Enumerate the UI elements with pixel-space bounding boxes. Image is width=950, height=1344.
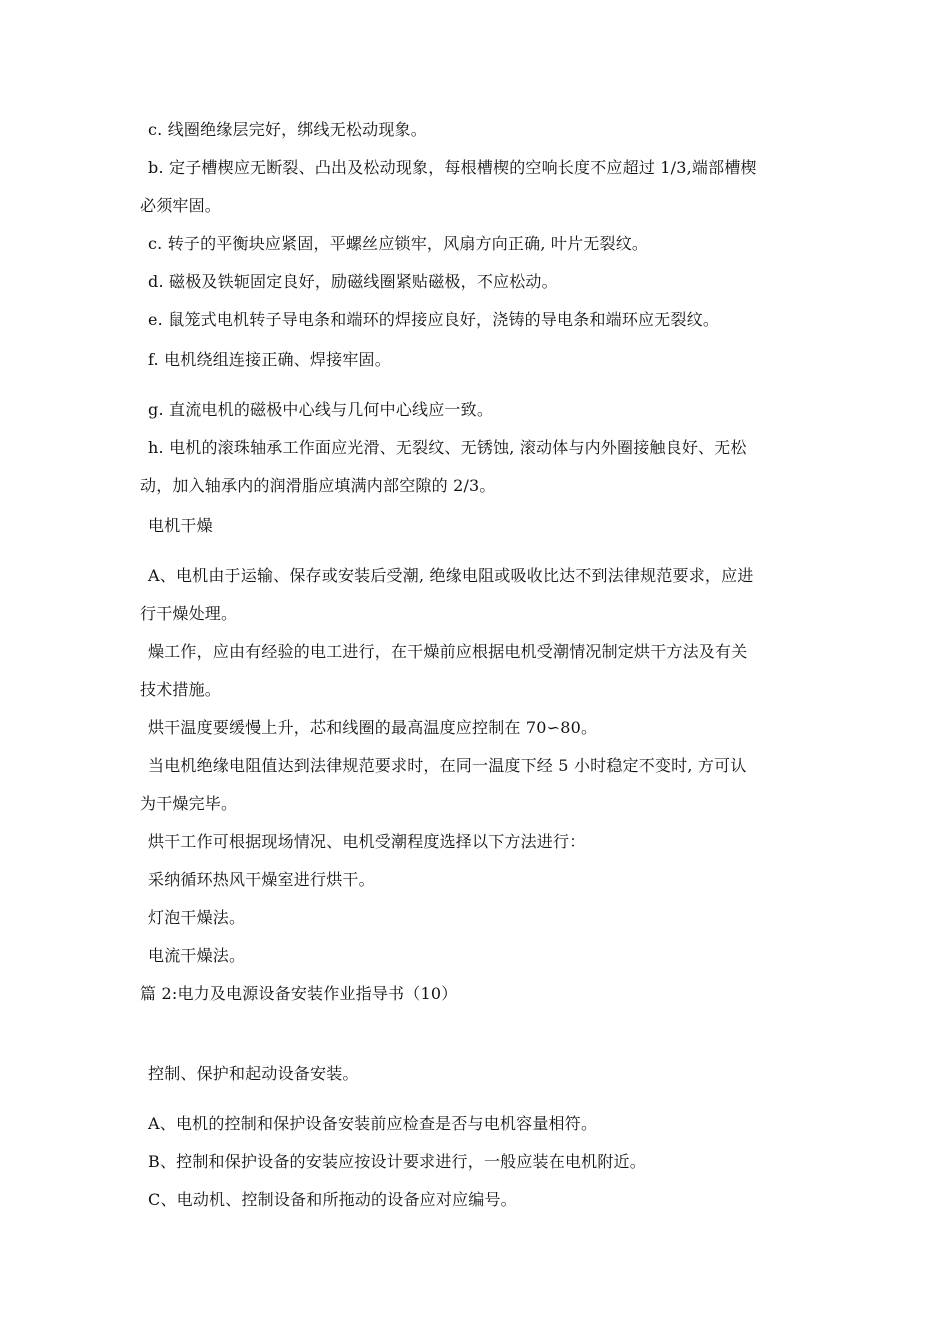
list-item-c-rotor: c. 转子的平衡块应紧固，平螺丝应锁牢，风扇方向正确, 叶片无裂纹。 [148, 234, 649, 253]
method-hot-air: 采纳循环热风干燥室进行烘干。 [148, 870, 375, 889]
list-item-h-bearing: h. 电机的滚珠轴承工作面应光滑、无裂纹、无锈蚀, 滚动体与内外圈接触良好、无松 [148, 438, 747, 457]
method-current: 电流干燥法。 [148, 946, 246, 965]
list-item-c-insulation: c. 线圈绝缘层完好，绑线无松动现象。 [148, 120, 427, 139]
paragraph-a-moisture: A、电机由于运输、保存或安装后受潮, 绝缘电阻或吸收比达不到法律规范要求，应进 [148, 566, 754, 585]
list-item-f-winding: f. 电机绕组连接正确、焊接牢固。 [148, 350, 391, 369]
paragraph-insulation-resistance: 当电机绝缘电阻值达到法律规范要求时，在同一温度下经 5 小时稳定不变时, 方可认 [148, 756, 747, 775]
paragraph-a-control-check: A、电机的控制和保护设备安装前应检查是否与电机容量相符。 [148, 1114, 598, 1133]
section-heading-control-devices: 控制、保护和起动设备安装。 [148, 1064, 359, 1083]
list-item-b-stator-wedge: b. 定子槽楔应无断裂、凸出及松动现象，每根槽楔的空响长度不应超过 1/3,端部槽楔 [148, 158, 757, 177]
paragraph-b-control-install: B、控制和保护设备的安装应按设计要求进行，一般应装在电机附近。 [148, 1152, 646, 1171]
paragraph-temperature: 烘干温度要缓慢上升，芯和线圈的最高温度应控制在 70∽80。 [148, 718, 598, 737]
chapter-title: 篇 2:电力及电源设备安装作业指导书（10） [140, 984, 458, 1003]
list-item-h-continuation: 动，加入轴承内的润滑脂应填满内部空隙的 2/3。 [140, 476, 496, 495]
method-lamp: 灯泡干燥法。 [148, 908, 246, 927]
paragraph-drying-methods: 烘干工作可根据现场情况、电机受潮程度选择以下方法进行： [148, 832, 586, 851]
paragraph-c-numbering: C、电动机、控制设备和所拖动的设备应对应编号。 [148, 1190, 517, 1209]
list-item-b-continuation: 必须牢固。 [140, 196, 222, 215]
paragraph-drying-work-continuation: 技术措施。 [140, 680, 222, 699]
paragraph-a-continuation: 行干燥处理。 [140, 604, 238, 623]
list-item-e-squirrel-cage: e. 鼠笼式电机转子导电条和端环的焊接应良好，浇铸的导电条和端环应无裂纹。 [148, 310, 720, 329]
paragraph-drying-work: 燥工作，应由有经验的电工进行，在干燥前应根据电机受潮情况制定烘干方法及有关 [148, 642, 748, 661]
section-heading-drying: 电机干燥 [148, 516, 213, 535]
paragraph-insulation-continuation: 为干燥完毕。 [140, 794, 238, 813]
list-item-g-dc-motor: g. 直流电机的磁极中心线与几何中心线应一致。 [148, 400, 494, 419]
list-item-d-magnetic-pole: d. 磁极及铁轭固定良好，励磁线圈紧贴磁极，不应松动。 [148, 272, 558, 291]
